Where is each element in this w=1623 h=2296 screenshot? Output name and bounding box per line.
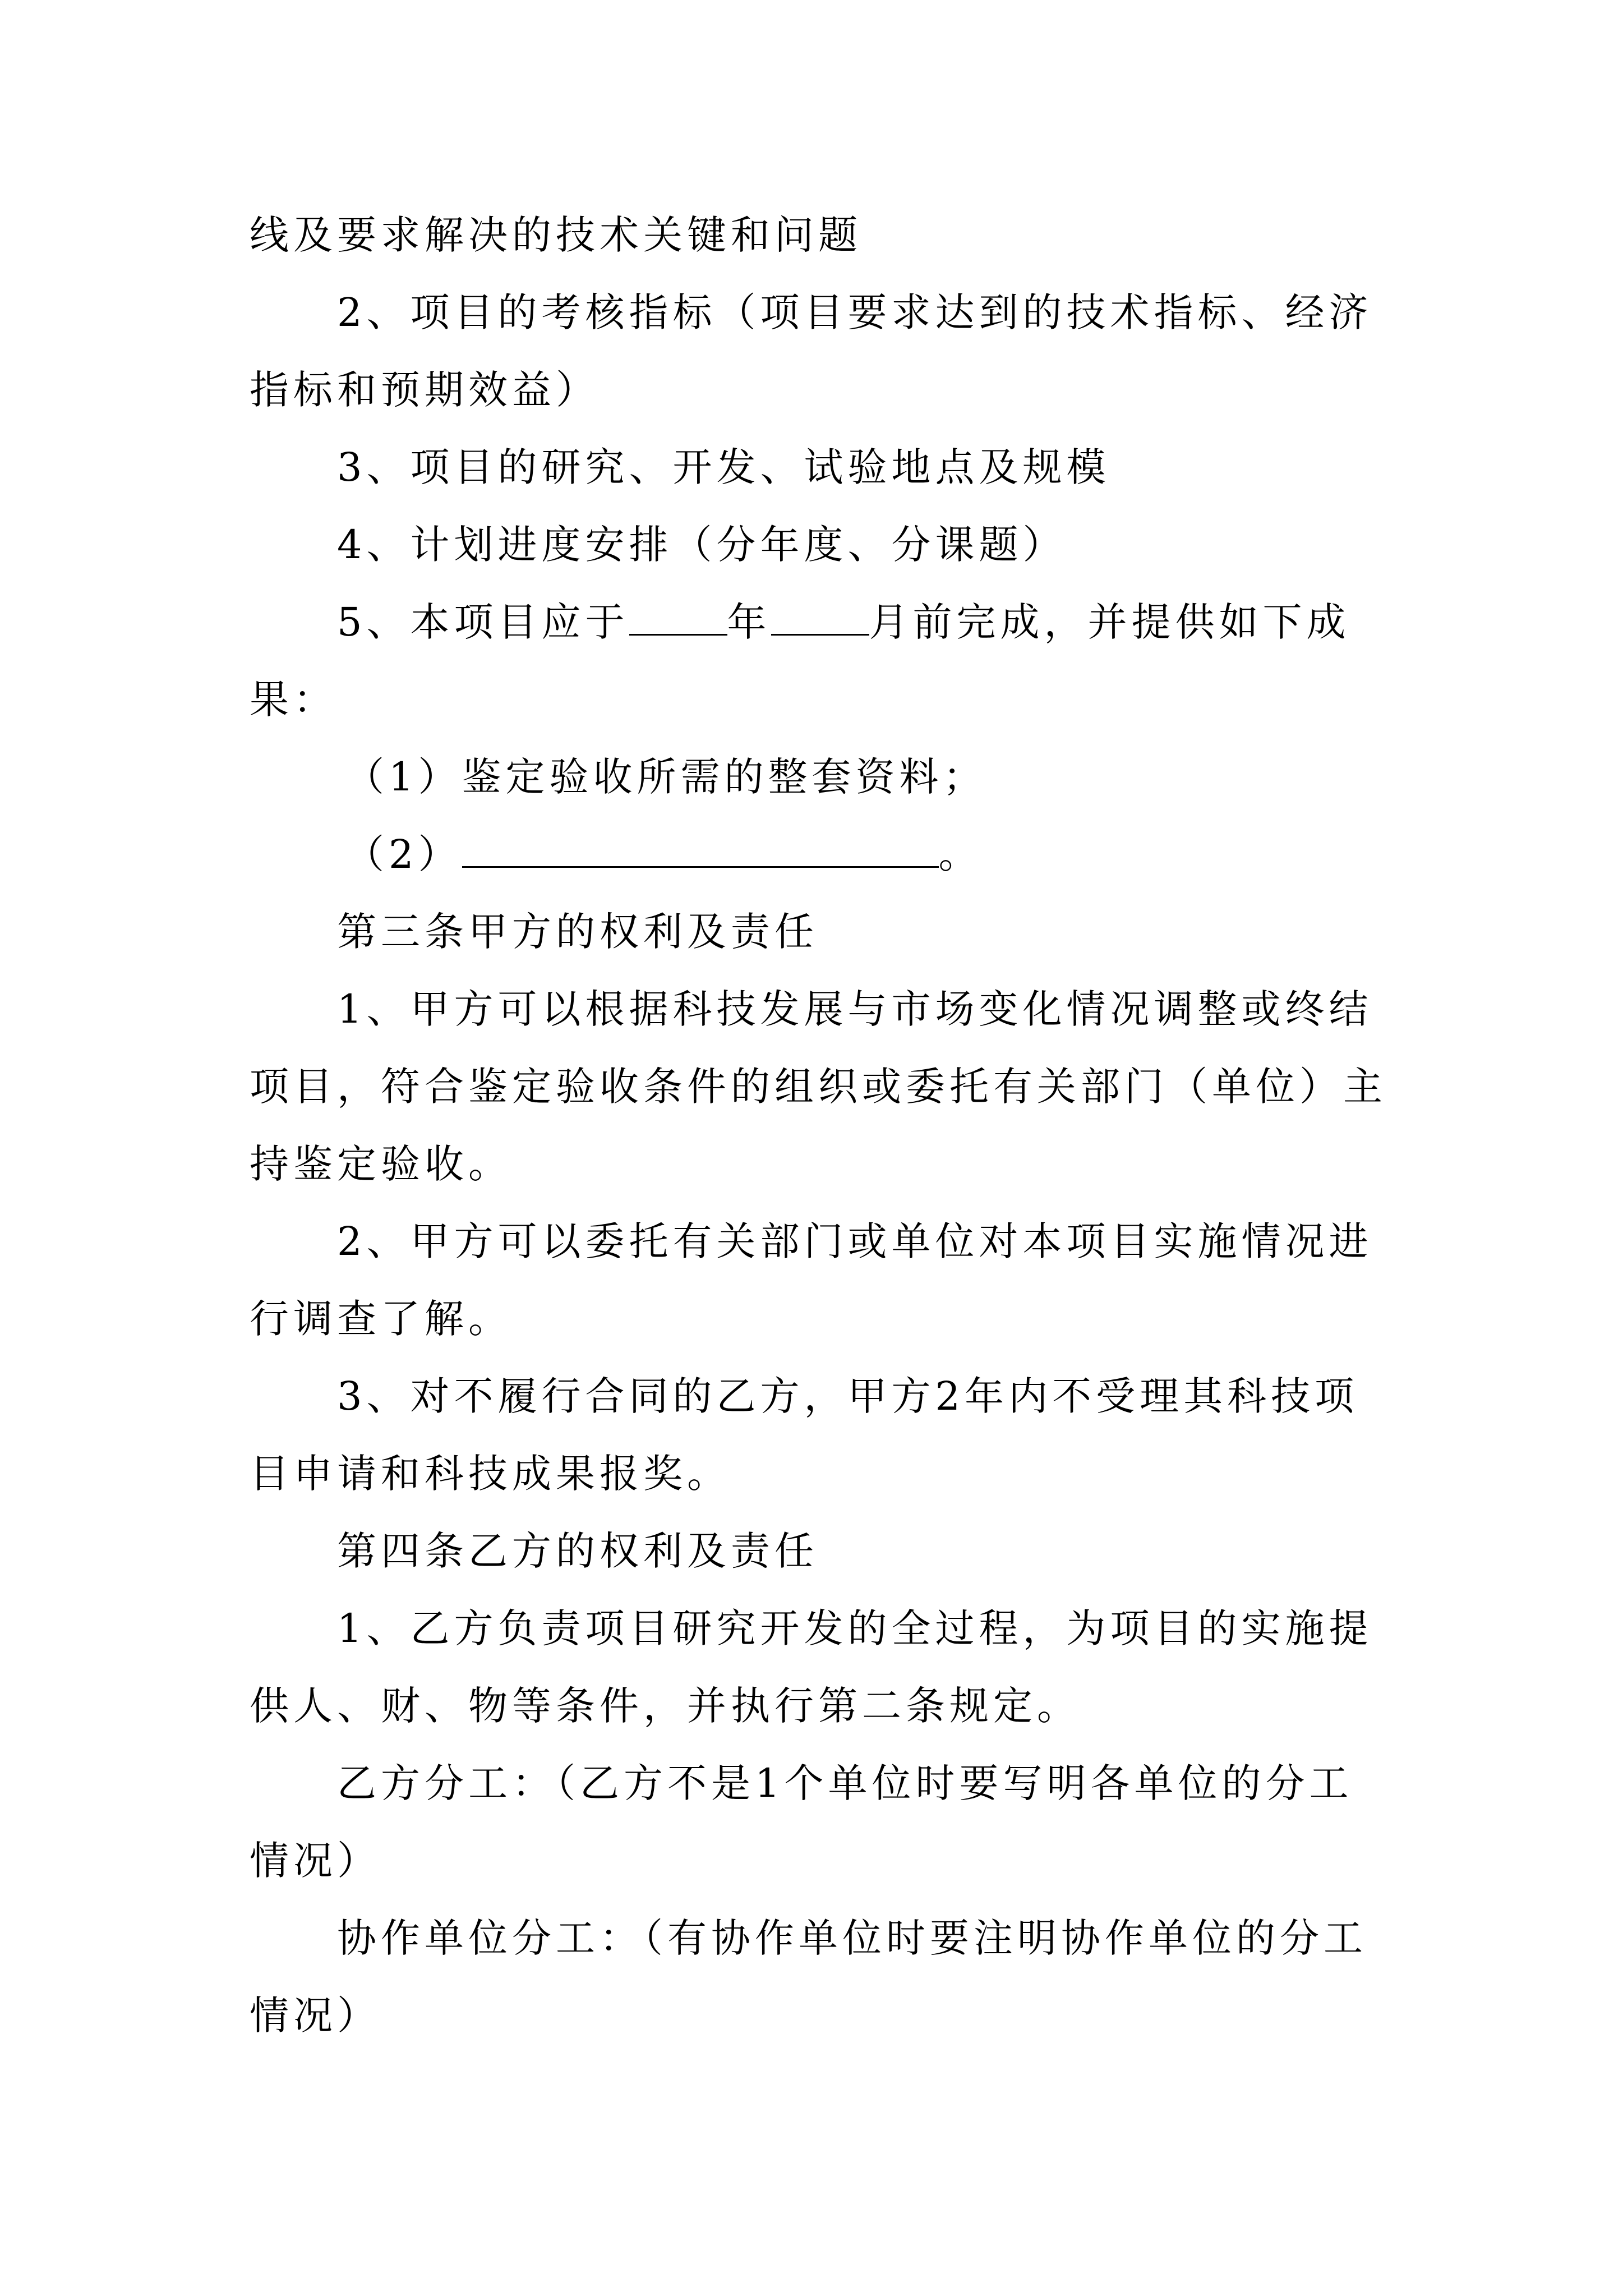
- article-3-item-1-line-1: 1、甲方可以根据科技发展与市场变化情况调整或终结: [337, 986, 1373, 1032]
- article-3-item-3-line-1: 3、对不履行合同的乙方，甲方2年内不受理其科技项: [337, 1373, 1359, 1419]
- month-blank: [771, 595, 869, 636]
- sub-item-2-line: [250, 816, 1382, 893]
- article-3-item-3-line-2: 目申请和科技成果报奖。: [250, 1451, 731, 1497]
- sub-item-2-prefix: （2）: [345, 831, 462, 877]
- cooperating-unit-division-line-1: 协作单位分工：（有协作单位时要注明协作单位的分工: [337, 1915, 1367, 1961]
- item-5-prefix: 5、本项目应于: [337, 599, 629, 645]
- article-3-item-2-line-2: 行调查了解。: [250, 1296, 512, 1342]
- party-b-division-line-2: 情况）: [250, 1838, 381, 1884]
- item-2-line-2: 指标和预期效益）: [250, 367, 600, 413]
- item-5-suffix: 月前完成，并提供如下成: [869, 599, 1350, 645]
- article-3-item-2-line-1: 2、甲方可以委托有关部门或单位对本项目实施情况进: [337, 1218, 1373, 1264]
- article-3-heading: 第三条甲方的权利及责任: [337, 909, 818, 955]
- party-b-division-line-1: 乙方分工：（乙方不是1个单位时要写明各单位的分工: [337, 1760, 1353, 1806]
- document-body: [250, 196, 1387, 2054]
- sub-item-2-suffix: 。: [938, 831, 983, 877]
- article-4-item-1-line-2: 供人、财、物等条件，并执行第二条规定。: [250, 1683, 1081, 1729]
- article-4-heading: 第四条乙方的权利及责任: [337, 1528, 818, 1574]
- item-4-line: 4、计划进度安排（分年度、分课题）: [337, 522, 1067, 568]
- year-label: 年: [727, 599, 771, 645]
- sub-item-2-blank: [462, 827, 939, 868]
- year-blank: [629, 595, 727, 636]
- item-5-line-2: 果：: [250, 677, 337, 723]
- article-3-item-1-line-2: 项目，符合鉴定验收条件的组织或委托有关部门（单位）主: [250, 1064, 1387, 1110]
- text-line: 线及要求解决的技术关键和问题: [250, 212, 862, 258]
- article-3-item-1-line-3: 持鉴定验收。: [250, 1141, 512, 1187]
- item-3-line: 3、项目的研究、开发、试验地点及规模: [337, 444, 1110, 490]
- sub-item-1-line: （1）鉴定验收所需的整套资料；: [345, 754, 987, 800]
- article-4-item-1-line-1: 1、乙方负责项目研究开发的全过程，为项目的实施提: [337, 1605, 1373, 1651]
- item-2-line-1: 2、项目的考核指标（项目要求达到的技术指标、经济: [337, 289, 1373, 335]
- cooperating-unit-division-line-2: 情况）: [250, 1993, 381, 2039]
- item-5-line-1: [250, 583, 1382, 661]
